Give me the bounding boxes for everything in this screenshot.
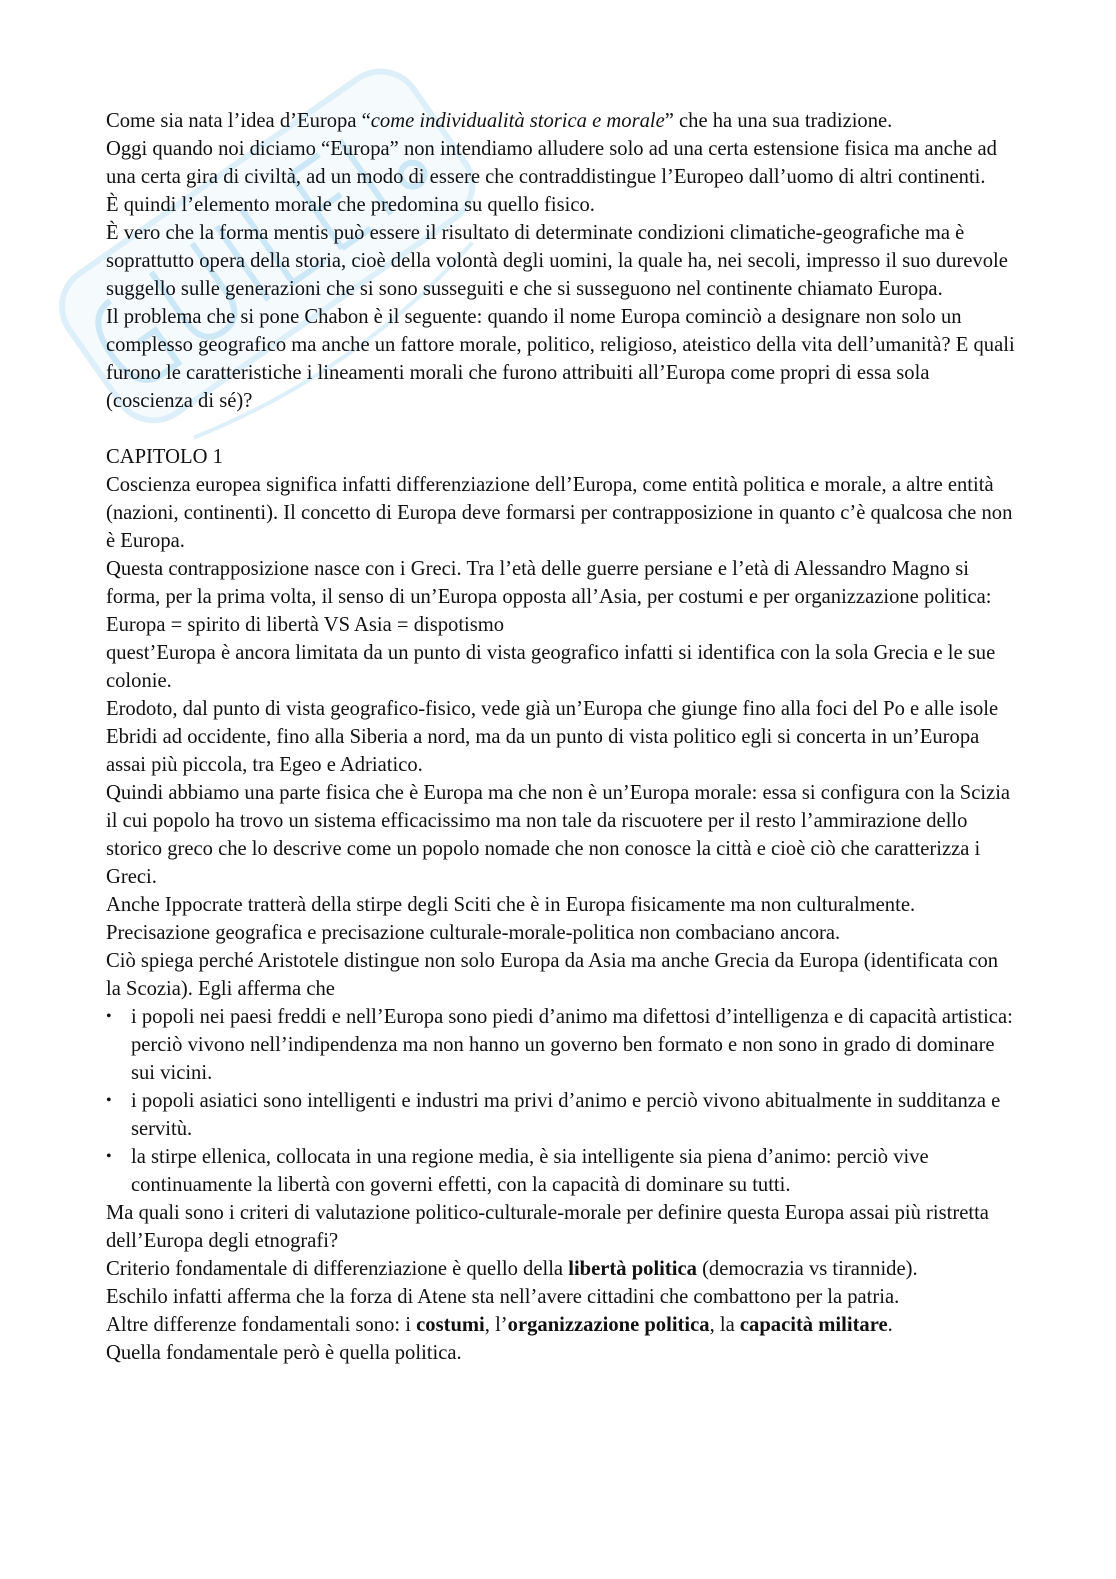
- bullet-item: • la stirpe ellenica, collocata in una regione media, è sia intelligente sia piena d’animo: perciò vive continuamente la libertà con governi effetti, con la capacità di dominare su tutti.: [106, 1143, 1016, 1199]
- spacer: [106, 415, 1016, 443]
- chapter-paragraph: Coscienza europea significa infatti differenziazione dell’Europa, come entità politica e morale, a altre entità (nazioni, continenti). Il concetto di Europa deve formarsi per contrapposizione in quanto c’è qualcosa che non è Europa.: [106, 474, 1013, 552]
- criterion-paragraph: Criterio fondamentale di differenziazione è quello della libertà politica (democrazia vs tirannide).: [106, 1258, 918, 1280]
- document-page: [106, 107, 1016, 1367]
- bullet-icon: •: [106, 1092, 112, 1109]
- chapter-paragraph: Erodoto, dal punto di vista geografico-fisico, vede già un’Europa che giunge fino alla foci del Po e alle isole Ebridi ad occidente, fino alla Siberia a nord, ma da un punto di vista politico egli si concerta in un’Europa assai più piccola, tra Egeo e Adriatico.: [106, 698, 999, 776]
- eschilo-paragraph: Eschilo infatti afferma che la forza di Atene sta nell’avere cittadini che combattono per la patria.: [106, 1286, 900, 1308]
- bullet-item: • i popoli nei paesi freddi e nell’Europa sono piedi d’animo ma difettosi d’intelligenza e di capacità artistica: perciò vivono nell’indipendenza ma non hanno un governo ben formato e non sono in grado di dominare sui vicini.: [106, 1003, 1016, 1087]
- question-paragraph: Ma quali sono i criteri di valutazione politico-culturale-morale per definire questa Europa assai più ristretta dell’Europa degli etnografi?: [106, 1202, 989, 1252]
- intro-paragraph-3: È quindi l’elemento morale che predomina su quello fisico.: [106, 194, 595, 216]
- bullet-icon: •: [106, 1148, 112, 1165]
- bullet-list: [106, 1003, 1016, 1199]
- chapter-paragraph: Quindi abbiamo una parte fisica che è Europa ma che non è un’Europa morale: essa si configura con la Scizia il cui popolo ha trovo un sistema efficacissimo ma non tale da riscuotere per il resto l’ammirazione dello storico greco che lo descrive come un popolo nomade che non conosce la città e cioè ciò che caratterizza i Greci.: [106, 782, 1011, 888]
- intro-paragraph-2: Oggi quando noi diciamo “Europa” non intendiamo alludere solo ad una certa estensione fisica ma anche ad una certa gira di civiltà, ad un modo di essere che contraddistingue l’Europeo dall’uomo di altri continenti.: [106, 138, 997, 188]
- chapter-heading: CAPITOLO 1: [106, 446, 223, 468]
- differences-paragraph: Altre differenze fondamentali sono: i costumi, l’organizzazione politica, la capacità militare.: [106, 1314, 893, 1336]
- intro-paragraph-4: È vero che la forma mentis può essere il risultato di determinate condizioni climatiche-geografiche ma è soprattutto opera della storia, cioè della volontà degli uomini, la quale ha, nei secoli, impresso il suo durevole suggello sulle generazioni che si sono susseguiti e che si susseguono nel continente chiamato Europa.: [106, 222, 1008, 300]
- bullet-icon: •: [106, 1008, 112, 1025]
- chapter-paragraph: Precisazione geografica e precisazione culturale-morale-politica non combaciano ancora.: [106, 922, 841, 944]
- bullet-item: • i popoli asiatici sono intelligenti e industri ma privi d’animo e perciò vivono abitualmente in sudditanza e servitù.: [106, 1087, 1016, 1143]
- chapter-paragraph: Anche Ippocrate tratterà della stirpe degli Sciti che è in Europa fisicamente ma non culturalmente.: [106, 894, 916, 916]
- chapter-paragraph: quest’Europa è ancora limitata da un punto di vista geografico infatti si identifica con la sola Grecia e le sue colonie.: [106, 642, 996, 692]
- chapter-paragraph: Questa contrapposizione nasce con i Greci. Tra l’età delle guerre persiane e l’età di Alessandro Magno si forma, per la prima volta, il senso di un’Europa opposta all’Asia, per costumi e per organizzazione politica: Europa = spirito di libertà VS Asia = dispotismo: [106, 558, 992, 636]
- intro-paragraph-5: Il problema che si pone Chabon è il seguente: quando il nome Europa cominciò a designare non solo un complesso geografico ma anche un fattore morale, politico, religioso, ateistico della vita dell’umanità? E quali furono le caratteristiche i lineamenti morali che furono attribuiti all’Europa come propri di essa sola (coscienza di sé)?: [106, 306, 1015, 412]
- intro-paragraph-1: Come sia nata l’idea d’Europa “come individualità storica e morale” che ha una sua tradizione.: [106, 110, 893, 132]
- closing-paragraph: Quella fondamentale però è quella politica.: [106, 1342, 462, 1364]
- chapter-paragraph: Ciò spiega perché Aristotele distingue non solo Europa da Asia ma anche Grecia da Europa (identificata con la Scozia). Egli afferma che: [106, 950, 999, 1000]
